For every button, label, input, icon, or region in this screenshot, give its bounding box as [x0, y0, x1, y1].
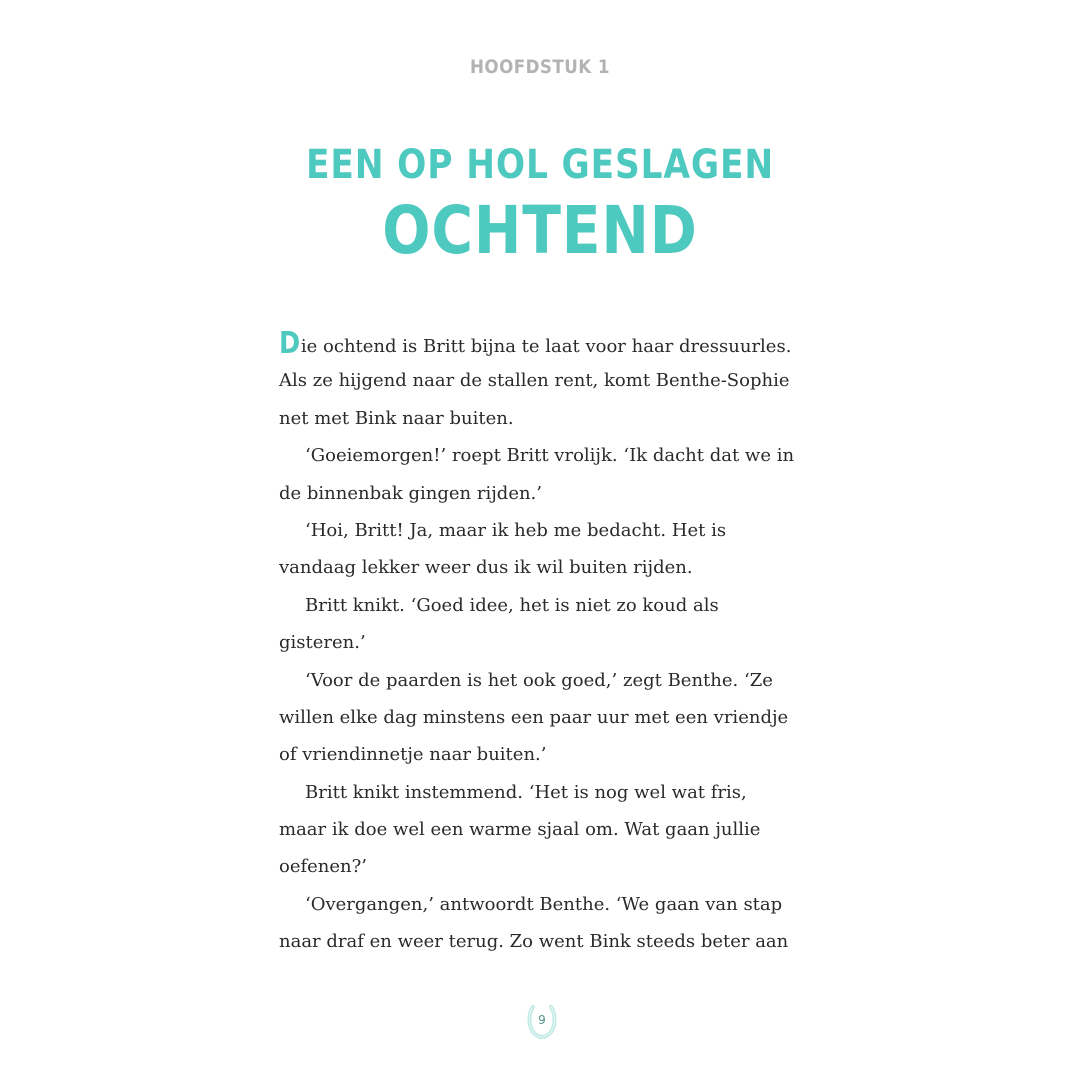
paragraph-line: gisteren.’	[279, 632, 366, 654]
chapter-label: HOOFDSTUK 1	[469, 56, 611, 78]
paragraph-line: vandaag lekker weer dus ik wil buiten rijden.	[279, 557, 693, 579]
page-number-badge	[526, 1002, 558, 1040]
body-text	[279, 325, 809, 961]
paragraph-line: of vriendinnetje naar buiten.’	[279, 744, 547, 766]
paragraph-line: ‘Hoi, Britt! Ja, maar ik heb me bedacht. Het is	[305, 519, 727, 541]
paragraph-line: ‘Voor de paarden is het ook goed,’ zegt Benthe. ‘Ze	[305, 669, 773, 691]
paragraph-line: willen elke dag minstens een paar uur met een vriendje	[279, 706, 789, 728]
paragraph-line: ‘Overgangen,’ antwoordt Benthe. ‘We gaan van stap	[305, 893, 783, 915]
paragraph-line: net met Bink naar buiten.	[279, 407, 514, 429]
paragraph-line	[279, 325, 809, 362]
paragraph-line: Als ze hijgend naar de stallen rent, komt Benthe-Sophie	[279, 370, 790, 392]
line-text: ie ochtend is Britt bijna te laat voor haar dressuurles.	[300, 336, 792, 357]
paragraph-line: de binnenbak gingen rijden.’	[279, 482, 543, 504]
chapter-title-line-1: EEN OP HOL GESLAGEN	[305, 142, 775, 188]
paragraph-line: ‘Goeiemorgen!’ roept Britt vrolijk. ‘Ik dacht dat we in	[305, 445, 795, 467]
paragraph-line: Britt knikt instemmend. ‘Het is nog wel wat fris,	[305, 781, 747, 803]
drop-cap: D	[279, 326, 301, 361]
paragraph-line: oefenen?’	[279, 856, 368, 878]
chapter-title-line-2: OCHTEND	[382, 192, 698, 269]
page-number: 9	[538, 1013, 546, 1027]
paragraph-line: Britt knikt. ‘Goed idee, het is niet zo koud als	[305, 594, 719, 616]
paragraph-line: maar ik doe wel een warme sjaal om. Wat gaan jullie	[279, 819, 761, 841]
paragraph-line: naar draf en weer terug. Zo went Bink steeds beter aan	[279, 931, 789, 953]
